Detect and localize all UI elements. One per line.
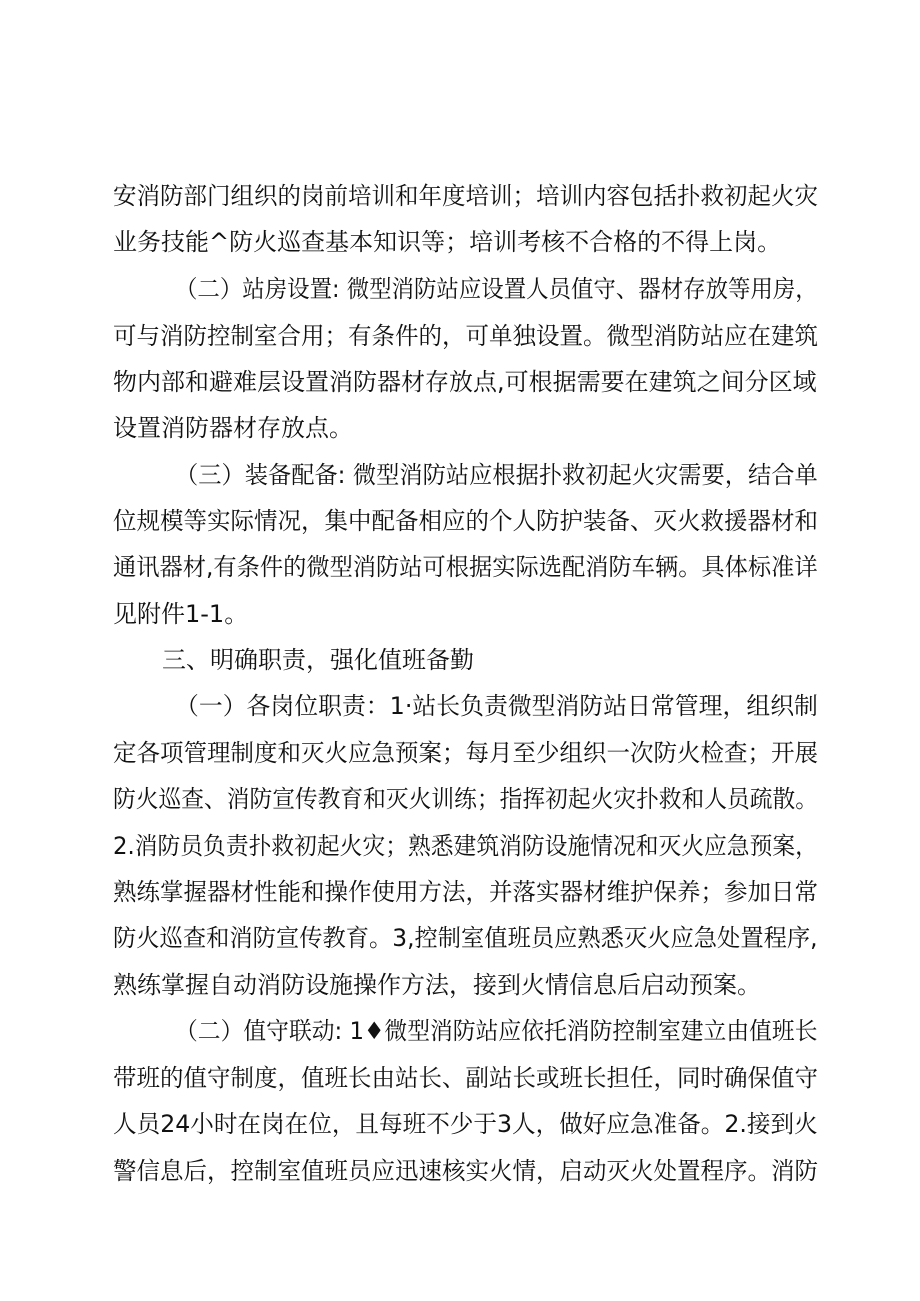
text-line: 防火巡查和消防宣传教育。3,控制室值班员应熟悉灭火应急处置程序, — [113, 924, 818, 952]
text-line: 可与消防控制室合用；有条件的，可单独设置。微型消防站应在建筑 — [113, 322, 818, 350]
text-line: 通讯器材,有条件的微型消防站可根据实际选配消防车辆。具体标准详 — [113, 553, 818, 581]
text-line: 设置消防器材存放点。 — [113, 414, 353, 442]
text-line: （三）装备配备: 微型消防站应根据扑救初起火灾需要，结合单 — [175, 461, 818, 489]
text-line: 定各项管理制度和灭火应急预案；每月至少组织一次防火检查；开展 — [113, 739, 818, 767]
text-line: 警信息后，控制室值班员应迅速核实火情，启动灭火处置程序。消防 — [113, 1157, 818, 1185]
text-line: （二）值守联动: 1♦微型消防站应依托消防控制室建立由值班长 — [175, 1017, 818, 1045]
section-heading: 三、明确职责，强化值班备勤 — [162, 646, 474, 674]
text-line: （二）站房设置: 微型消防站应设置人员值守、器材存放等用房， — [175, 275, 818, 303]
text-line: 防火巡查、消防宣传教育和灭火训练；指挥初起火灾扑救和人员疏散。 — [113, 785, 818, 813]
text-line: 熟练掌握自动消防设施操作方法，接到火情信息后启动预案。 — [113, 971, 761, 999]
text-line: 人员24小时在岗在位，且每班不少于3人，做好应急准备。2.接到火 — [113, 1110, 818, 1138]
text-line: （一）各岗位职责：1·站长负责微型消防站日常管理，组织制 — [175, 692, 818, 720]
text-line: 熟练掌握器材性能和操作使用方法，并落实器材维护保养；参加日常 — [113, 878, 818, 906]
text-line: 物内部和避难层设置消防器材存放点,可根据需要在建筑之间分区域 — [113, 368, 817, 396]
text-line: 安消防部门组织的岗前培训和年度培训；培训内容包括扑救初起火灾 — [113, 182, 818, 210]
text-line: 位规模等实际情况，集中配备相应的个人防护装备、灭火救援器材和 — [113, 507, 818, 535]
text-line: 业务技能^防火巡查基本知识等；培训考核不合格的不得上岗。 — [113, 228, 782, 256]
text-line: 带班的值守制度，值班长由站长、副站长或班长担任，同时确保值守 — [113, 1064, 818, 1092]
text-line: 2.消防员负责扑救初起火灾；熟悉建筑消防设施情况和灭火应急预案， — [113, 832, 818, 860]
text-line: 见附件1-1。 — [113, 600, 249, 628]
